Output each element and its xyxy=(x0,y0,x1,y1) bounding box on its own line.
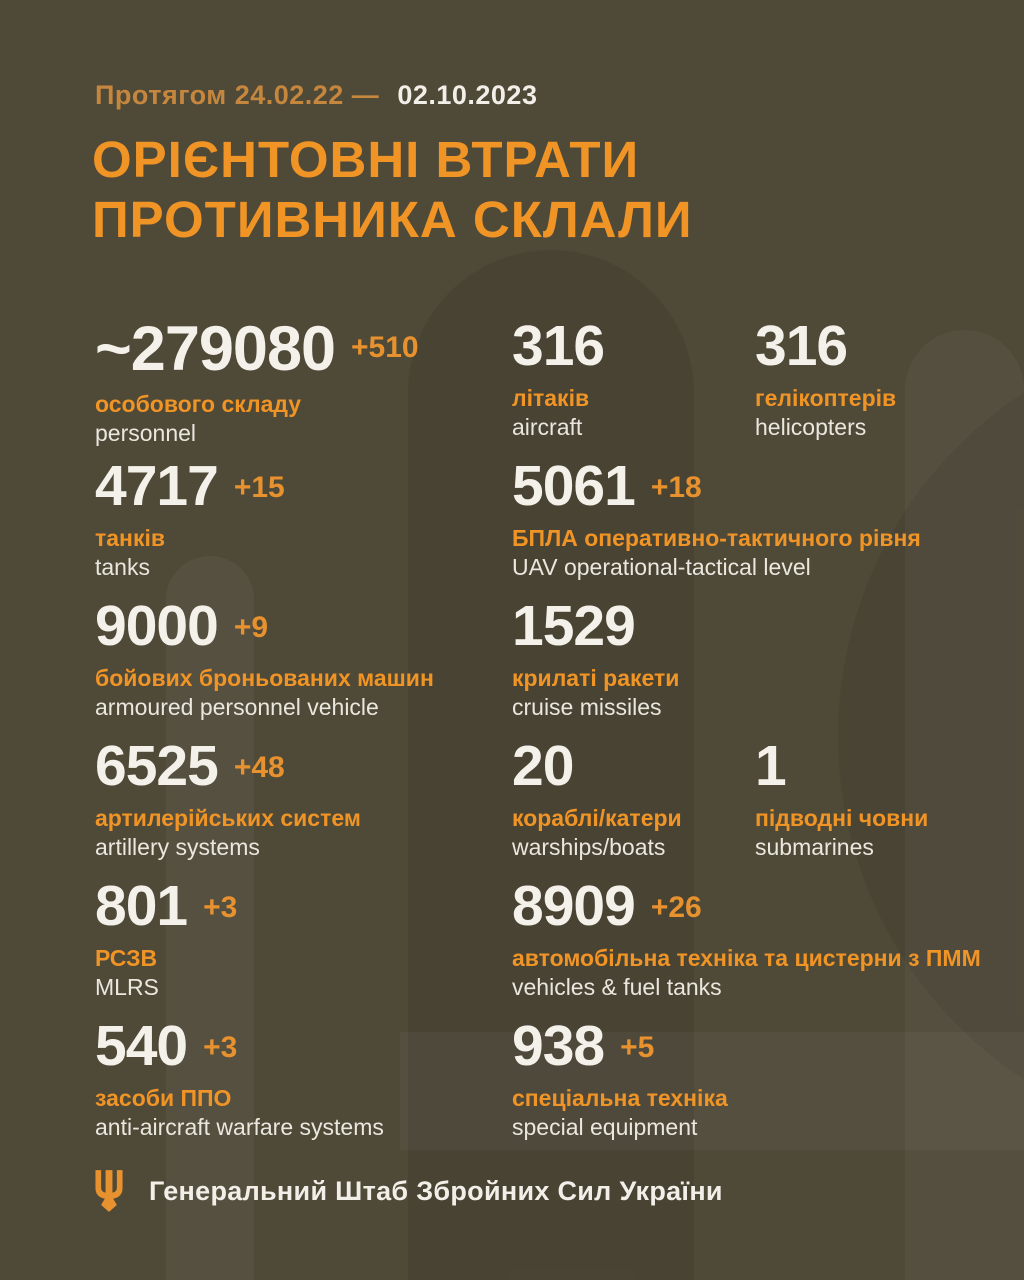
stat-air-defence-delta: +3 xyxy=(203,1031,238,1064)
stat-warships-numline xyxy=(512,734,743,798)
stat-aircraft-numline xyxy=(512,314,743,378)
stat-apv-numline xyxy=(95,594,500,658)
stat-aircraft-value: 316 xyxy=(512,314,605,378)
stat-warships-value: 20 xyxy=(512,734,574,798)
stat-artillery-delta: +48 xyxy=(233,751,285,784)
stats-grid xyxy=(95,314,1024,1158)
source-label: Генеральний Штаб Збройних Сил України xyxy=(149,1175,723,1206)
title-line-1: ОРІЄНТОВНІ ВТРАТИ xyxy=(92,131,640,188)
title-line-2: ПРОТИВНИКА СКЛАЛИ xyxy=(92,191,693,249)
trident-icon xyxy=(93,1170,125,1212)
stat-special-equipment xyxy=(512,1014,1024,1158)
stat-tanks-delta: +15 xyxy=(233,471,285,504)
stat-personnel-value: ~279080 xyxy=(95,314,336,384)
stat-air-defence xyxy=(95,1014,512,1158)
stat-uav-label-ua: БПЛА оперативно-тактичного рівня xyxy=(512,525,921,551)
stat-personnel-label-en: personnel xyxy=(95,420,197,447)
stat-vehicles-value: 8909 xyxy=(512,874,635,938)
stat-apv-delta: +9 xyxy=(233,611,269,644)
stat-artillery xyxy=(95,734,512,878)
stat-apv xyxy=(95,594,512,738)
stat-special-equipment-value: 938 xyxy=(512,1014,605,1078)
stat-cruise-missiles-value: 1529 xyxy=(512,594,635,658)
stat-apv-label-en: armoured personnel vehicle xyxy=(95,694,379,721)
stat-mlrs-value: 801 xyxy=(95,874,188,938)
page-title xyxy=(92,130,693,250)
stat-submarines-numline xyxy=(755,734,1012,798)
stat-submarines-value: 1 xyxy=(755,734,786,798)
stat-submarines-label-ua: підводні човни xyxy=(755,805,929,831)
stat-air-defence-value: 540 xyxy=(95,1014,188,1078)
stat-vehicles-delta: +26 xyxy=(650,891,702,924)
stat-cruise-missiles-label-en: cruise missiles xyxy=(512,694,662,721)
stat-tanks-value: 4717 xyxy=(95,454,218,518)
stat-vehicles-label-en: vehicles & fuel tanks xyxy=(512,974,722,1001)
stat-uav-delta: +18 xyxy=(650,471,702,504)
stat-artillery-label-ua: артилерійських систем xyxy=(95,805,361,831)
period-line xyxy=(95,80,537,111)
stat-tanks-label-ua: танків xyxy=(95,525,165,551)
stat-uav-label-en: UAV operational-tactical level xyxy=(512,554,811,581)
stat-cruise-missiles-label-ua: крилаті ракети xyxy=(512,665,680,691)
stat-special-equipment-label-ua: спеціальна техніка xyxy=(512,1085,728,1111)
stat-personnel-numline xyxy=(95,314,500,384)
stat-uav xyxy=(512,454,1024,598)
stat-uav-value: 5061 xyxy=(512,454,635,518)
stat-personnel-delta: +510 xyxy=(351,331,419,364)
stat-mlrs-label-en: MLRS xyxy=(95,974,159,1001)
stat-apv-label-ua: бойових броньованих машин xyxy=(95,665,434,691)
stat-submarines-label-en: submarines xyxy=(755,834,874,861)
stat-uav-numline xyxy=(512,454,1012,518)
stat-air-defence-numline xyxy=(95,1014,500,1078)
stat-tanks-numline xyxy=(95,454,500,518)
stat-personnel xyxy=(95,314,512,458)
stat-helicopters-label-ua: гелікоптерів xyxy=(755,385,897,411)
stat-air-defence-label-en: anti-aircraft warfare systems xyxy=(95,1114,384,1141)
stat-aircraft xyxy=(512,314,755,458)
stat-special-equipment-delta: +5 xyxy=(620,1031,655,1064)
stat-vehicles-numline xyxy=(512,874,1012,938)
stat-artillery-label-en: artillery systems xyxy=(95,834,260,861)
stat-vehicles xyxy=(512,874,1024,1018)
stat-aircraft-label-ua: літаків xyxy=(512,385,590,411)
stat-submarines xyxy=(755,734,1024,878)
stat-apv-value: 9000 xyxy=(95,594,218,658)
stat-warships xyxy=(512,734,755,878)
stat-special-equipment-label-en: special equipment xyxy=(512,1114,698,1141)
period-prefix: Протягом 24.02.22 — xyxy=(95,80,380,110)
stat-personnel-label-ua: особового складу xyxy=(95,391,302,417)
stat-cruise-missiles-numline xyxy=(512,594,1012,658)
stat-cruise-missiles xyxy=(512,594,1024,738)
stat-artillery-value: 6525 xyxy=(95,734,218,798)
stat-mlrs xyxy=(95,874,512,1018)
stat-air-defence-label-ua: засоби ППО xyxy=(95,1085,232,1111)
stat-mlrs-delta: +3 xyxy=(203,891,238,924)
stat-artillery-numline xyxy=(95,734,500,798)
stat-tanks xyxy=(95,454,512,598)
stat-tanks-label-en: tanks xyxy=(95,554,150,581)
stat-warships-label-en: warships/boats xyxy=(512,834,666,861)
stat-aircraft-label-en: aircraft xyxy=(512,414,583,441)
stat-helicopters xyxy=(755,314,1024,458)
footer xyxy=(93,1170,723,1212)
stat-helicopters-numline xyxy=(755,314,1012,378)
stat-mlrs-label-ua: РСЗВ xyxy=(95,945,158,971)
stat-helicopters-label-en: helicopters xyxy=(755,414,867,441)
report-date: 02.10.2023 xyxy=(397,80,538,110)
stat-warships-label-ua: кораблі/катери xyxy=(512,805,682,831)
stat-special-equipment-numline xyxy=(512,1014,1012,1078)
stat-helicopters-value: 316 xyxy=(755,314,848,378)
stat-mlrs-numline xyxy=(95,874,500,938)
stat-vehicles-label-ua: автомобільна техніка та цистерни з ПММ xyxy=(512,945,981,971)
